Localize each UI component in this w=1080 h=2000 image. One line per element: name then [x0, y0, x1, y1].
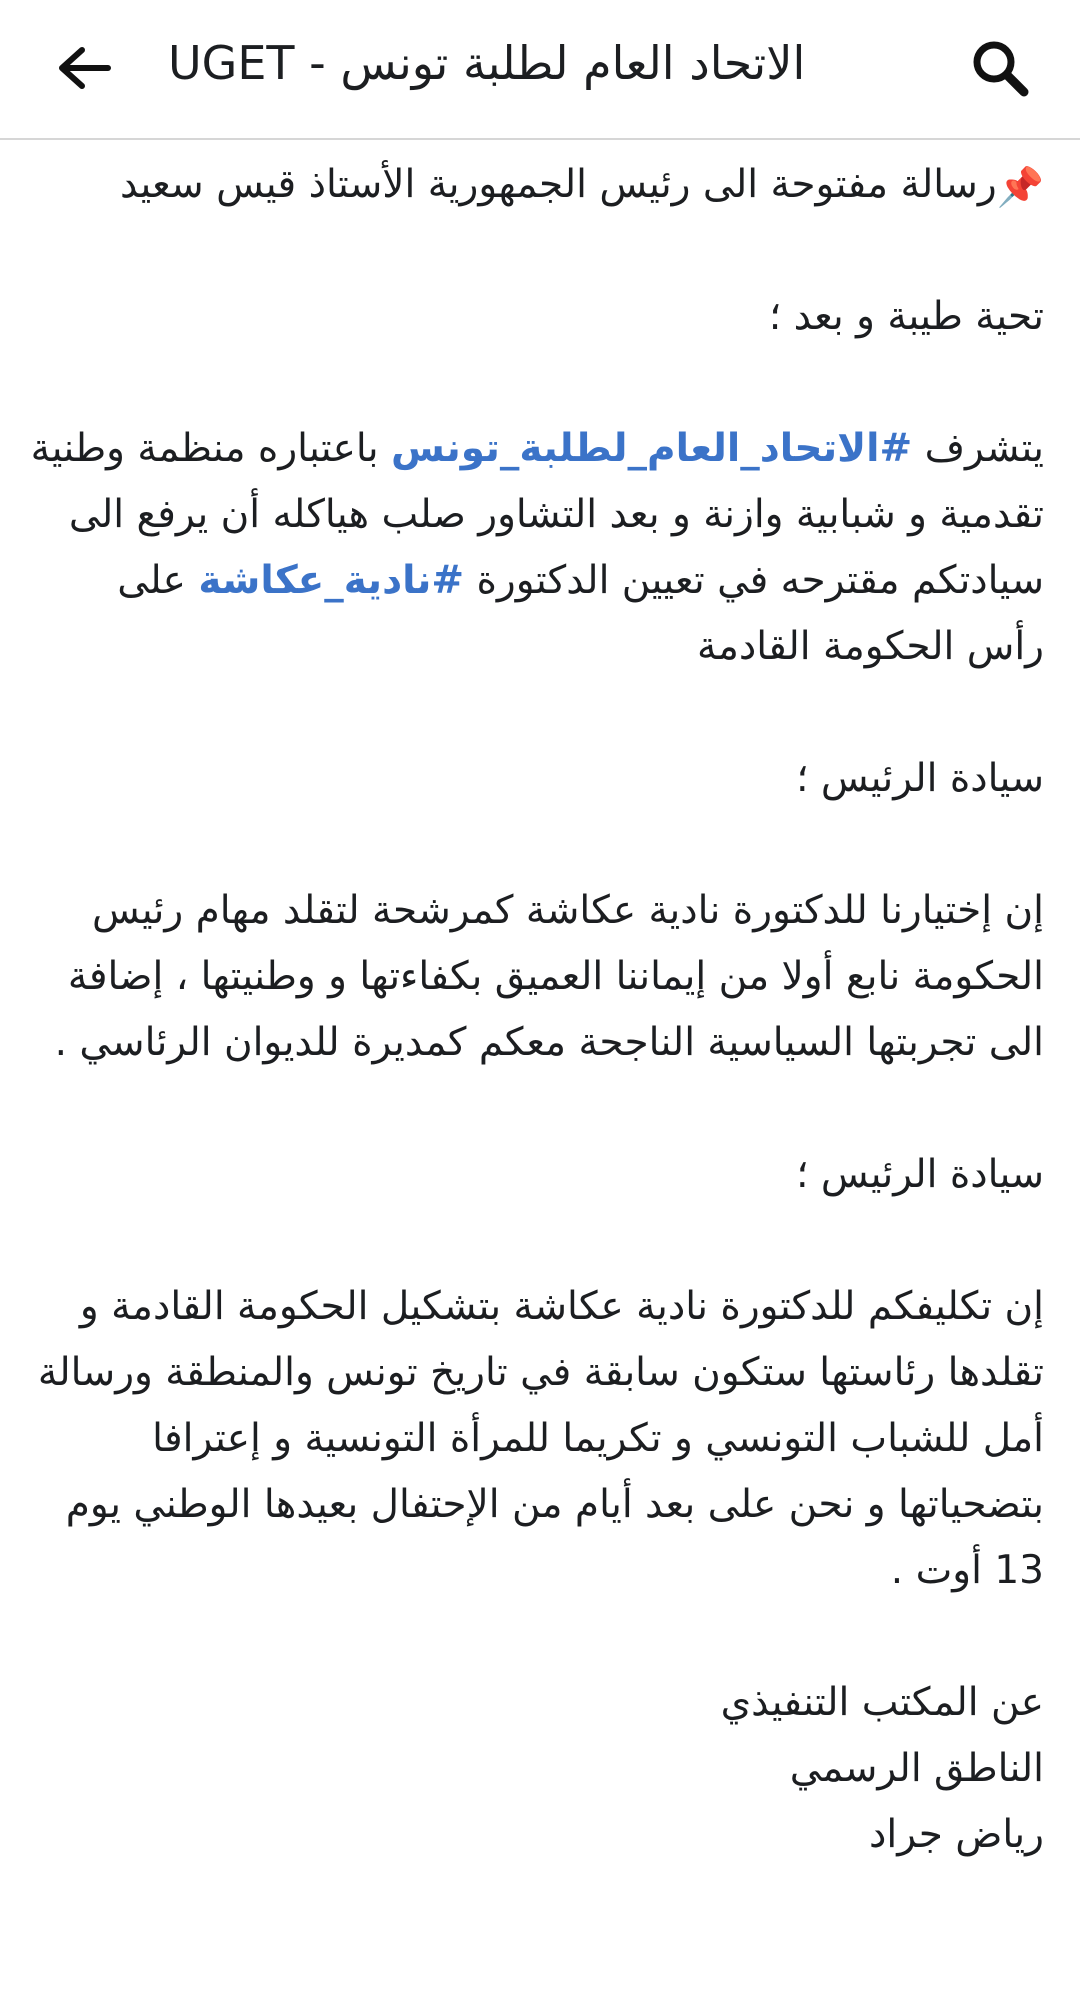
paragraph-1-end: على رأس الحكومة القادمة — [117, 558, 1044, 669]
hashtag-link-nadia-akacha[interactable]: #نادية_عكاشة — [198, 558, 465, 603]
signature-line-3: رياض جراد — [869, 1812, 1044, 1857]
paragraph-1-start: يتشرف — [912, 426, 1044, 471]
signature-line-1: عن المكتب التنفيذي — [720, 1680, 1044, 1725]
search-button[interactable] — [960, 28, 1040, 108]
greeting: تحية طيبة و بعد ؛ — [768, 294, 1044, 339]
paragraph-2: إن إختيارنا للدكتورة نادية عكاشة كمرشحة لتقلد مهام رئيس الحكومة نابع أولا من إيماننا العميق بكفاءتها و وطنيتها ، إضافة الى تجربتها السياسية الناجحة معكم كمديرة للديوان الرئاسي . — [54, 888, 1044, 1065]
page-title: UGET - الاتحاد العام لطلبة تونس — [168, 36, 806, 90]
back-button[interactable] — [52, 28, 116, 108]
top-bar — [0, 0, 1080, 140]
post-body — [0, 140, 1080, 1868]
salutation-2: سيادة الرئيس ؛ — [796, 1152, 1044, 1197]
salutation-1: سيادة الرئيس ؛ — [796, 756, 1044, 801]
hashtag-link-uget[interactable]: #الاتحاد_العام_لطلبة_تونس — [390, 426, 913, 471]
search-icon — [969, 37, 1031, 99]
paragraph-1 — [30, 416, 1044, 680]
post-headline — [30, 140, 1044, 218]
paragraph-1-middle: باعتباره منظمة وطنية تقدمية و شبابية وازنة و بعد التشاور صلب هياكله أن يرفع الى سيادتكم مقترحه في تعيين الدكتورة — [30, 426, 1044, 603]
headline-text: رسالة مفتوحة الى رئيس الجمهورية الأستاذ قيس سعيد — [119, 162, 997, 207]
signature-line-2: الناطق الرسمي — [789, 1746, 1044, 1791]
arrow-left-icon — [56, 46, 112, 90]
paragraph-3: إن تكليفكم للدكتورة نادية عكاشة بتشكيل الحكومة القادمة و تقلدها رئاستها ستكون سابقة في تاريخ تونس والمنطقة ورسالة أمل للشباب التونسي و تكريما للمرأة التونسية و إعترافا بتضحياتها و نحن على بعد أيام من الإحتفال بعيدها الوطني يوم 13 أوت . — [37, 1284, 1044, 1593]
pushpin-icon: 📌 — [996, 164, 1044, 209]
